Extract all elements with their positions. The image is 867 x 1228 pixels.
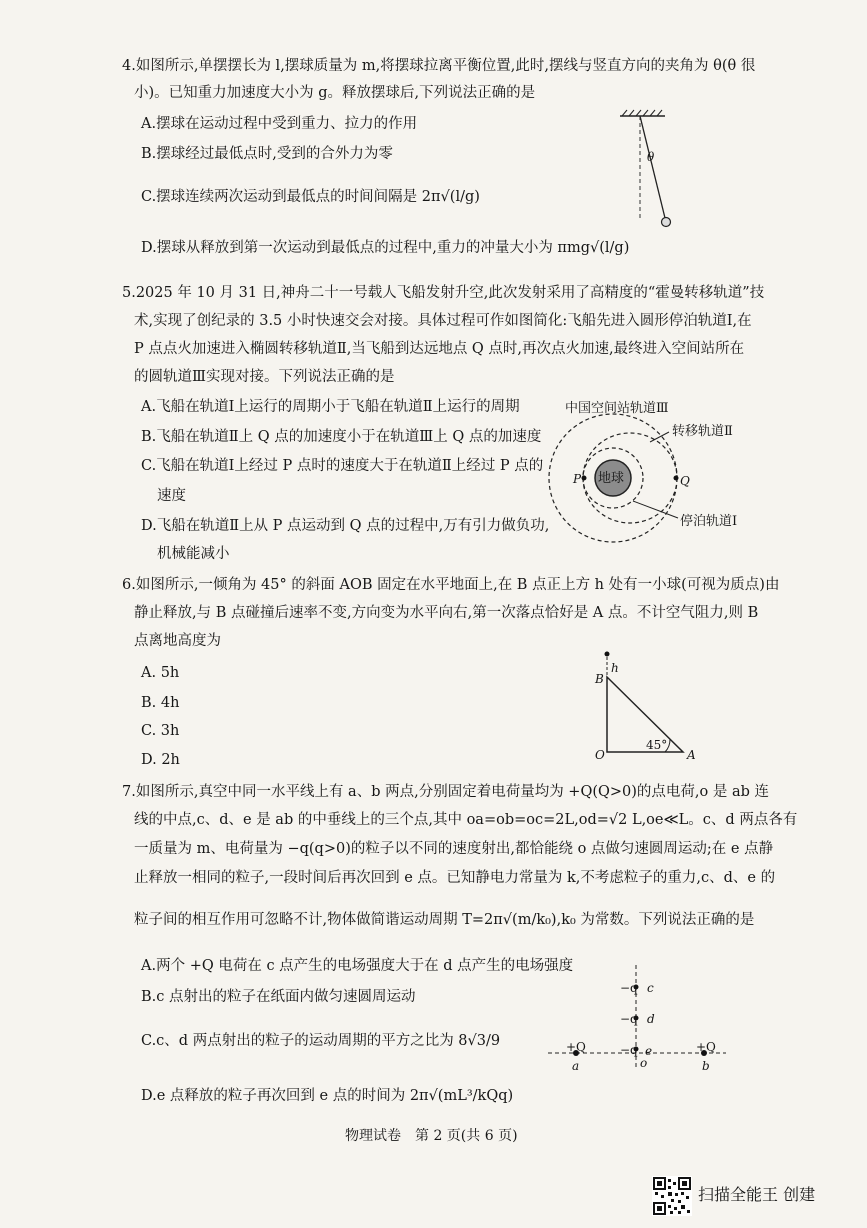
charge-b-label: b xyxy=(702,1059,710,1073)
qr-code-icon xyxy=(652,1176,692,1216)
point-q-dot xyxy=(674,476,679,481)
q4-option-c: C.摆球连续两次运动到最低点的时间间隔是 2π√(l/g) xyxy=(141,189,480,205)
q7-stem-line2: 线的中点,c、d、e 是 ab 的中垂线上的三个点,其中 oa=ob=oc=2L,od=√2 L,oe≪L。c、d 两点各有 xyxy=(134,812,798,828)
charge-c-label: c xyxy=(647,981,654,995)
q5-stem-line3: P 点点火加速进入椭圆转移轨道Ⅱ,当飞船到达远地点 Q 点时,再次点火加速,最终进入空间站所在 xyxy=(134,341,745,357)
charge-o-label: o xyxy=(640,1056,648,1070)
q6-option-c: C. 3h xyxy=(141,723,180,739)
page-footer: 物理试卷 第 2 页(共 6 页) xyxy=(345,1128,518,1144)
q4-option-d: D.摆球从释放到第一次运动到最低点的过程中,重力的冲量大小为 πmg√(l/g) xyxy=(141,240,630,256)
charge-b-pos-q: +Q xyxy=(696,1040,716,1054)
charge-e-label: e xyxy=(645,1044,653,1058)
q7-option-d: D.e 点释放的粒子再次回到 e 点的时间为 2π√(mL³/kQq) xyxy=(141,1088,514,1104)
q6-option-b: B. 4h xyxy=(141,695,180,711)
scanner-watermark: 扫描全能王 创建 xyxy=(698,1185,816,1204)
q6-stem-line3: 点离地高度为 xyxy=(134,633,221,649)
charge-e-neg-q: −q xyxy=(620,1043,638,1057)
point-p-dot xyxy=(582,476,587,481)
incline-o-label: O xyxy=(595,748,605,762)
pendulum-bob xyxy=(662,218,671,227)
q7-option-b: B.c 点射出的粒子在纸面内做匀速圆周运动 xyxy=(141,989,416,1005)
charge-c-neg-q: −q xyxy=(620,981,638,995)
q5-option-d-line1: D.飞船在轨道Ⅱ上从 P 点运动到 Q 点的过程中,万有引力做负功, xyxy=(141,518,550,534)
q6-option-a: A. 5h xyxy=(141,665,180,681)
q6-stem-line1: 6.如图所示,一倾角为 45° 的斜面 AOB 固定在水平地面上,在 B 点正上方 h 处有一小球(可视为质点)由 xyxy=(122,577,780,593)
q4-stem-line2: 小)。已知重力加速度大小为 g。释放摆球后,下列说法正确的是 xyxy=(134,85,536,101)
q6-stem-line2: 静止释放,与 B 点碰撞后速率不变,方向变为水平向右,第一次落点恰好是 A 点。不计空气阻力,则 B xyxy=(134,605,759,621)
q5-stem-line4: 的圆轨道Ⅲ实现对接。下列说法正确的是 xyxy=(134,369,395,385)
q5-option-c-line2: 速度 xyxy=(157,488,186,504)
point-p-label: P xyxy=(573,472,582,486)
q4-option-a: A.摆球在运动过程中受到重力、拉力的作用 xyxy=(141,116,418,132)
pendulum-angle-label: θ xyxy=(647,150,655,164)
q7-stem-line5: 粒子间的相互作用可忽略不计,物体做简谐运动周期 T=2π√(m/k₀),k₀ 为常数。下列说法正确的是 xyxy=(134,912,755,928)
charge-a-pos-q: +Q xyxy=(566,1040,586,1054)
incline-figure xyxy=(595,650,695,760)
q5-option-a: A.飞船在轨道Ⅰ上运行的周期小于飞船在轨道Ⅱ上运行的周期 xyxy=(141,399,520,415)
incline-angle-label: 45° xyxy=(646,738,668,752)
q7-stem-line4: 止释放一相同的粒子,一段时间后再次回到 e 点。已知静电力常量为 k,不考虑粒子的重力,c、d、e 的 xyxy=(134,870,776,886)
q5-stem-line2: 术,实现了创纪录的 3.5 小时快速交会对接。具体过程可作如图简化:飞船先进入圆形停泊轨道Ⅰ,在 xyxy=(134,313,752,329)
charge-d-label: d xyxy=(647,1012,655,1026)
charge-d-neg-q: −q xyxy=(620,1012,638,1026)
incline-triangle xyxy=(607,677,683,752)
earth-label: 地球 xyxy=(598,471,625,486)
transfer-orbit-label: 转移轨道Ⅱ xyxy=(672,424,733,439)
pendulum-ceiling-hatch xyxy=(622,110,662,116)
pendulum-string xyxy=(640,116,665,218)
charge-a-label: a xyxy=(572,1059,580,1073)
q4-option-b: B.摆球经过最低点时,受到的合外力为零 xyxy=(141,146,393,162)
incline-a-label: A xyxy=(687,748,696,762)
parking-orbit-label: 停泊轨道Ⅰ xyxy=(680,514,738,529)
q5-option-b: B.飞船在轨道Ⅱ上 Q 点的加速度小于在轨道Ⅲ上 Q 点的加速度 xyxy=(141,429,542,445)
q6-option-d: D. 2h xyxy=(141,752,180,768)
q7-stem-line3: 一质量为 m、电荷量为 −q(q>0)的粒子以不同的速度射出,都恰能绕 o 点做匀速圆周运动;在 e 点静 xyxy=(134,841,774,857)
q5-option-d-line2: 机械能减小 xyxy=(157,546,230,562)
station-orbit-label: 中国空间站轨道Ⅲ xyxy=(565,401,669,416)
q7-option-c: C.c、d 两点射出的粒子的运动周期的平方之比为 8√3/9 xyxy=(141,1033,501,1049)
q5-stem-line1: 5.2025 年 10 月 31 日,神舟二十一号载人飞船发射升空,此次发射采用了高精度的“霍曼转移轨道”技 xyxy=(122,285,765,301)
q4-stem-line1: 4.如图所示,单摆摆长为 l,摆球质量为 m,将摆球拉离平衡位置,此时,摆线与竖直方向的夹角为 θ(θ 很 xyxy=(122,58,756,74)
ball-dot xyxy=(605,652,610,657)
pendulum-figure xyxy=(610,108,670,238)
incline-h-label: h xyxy=(611,661,619,675)
q7-option-a: A.两个 +Q 电荷在 c 点产生的电场强度大于在 d 点产生的电场强度 xyxy=(141,958,574,974)
q5-option-c-line1: C.飞船在轨道Ⅰ上经过 P 点时的速度大于在轨道Ⅱ上经过 P 点的 xyxy=(141,458,544,474)
point-q-label: Q xyxy=(680,474,690,488)
q7-stem-line1: 7.如图所示,真空中同一水平线上有 a、b 两点,分别固定着电荷量均为 +Q(Q>0)的点电荷,o 是 ab 连 xyxy=(122,784,770,800)
incline-b-label: B xyxy=(595,672,604,686)
